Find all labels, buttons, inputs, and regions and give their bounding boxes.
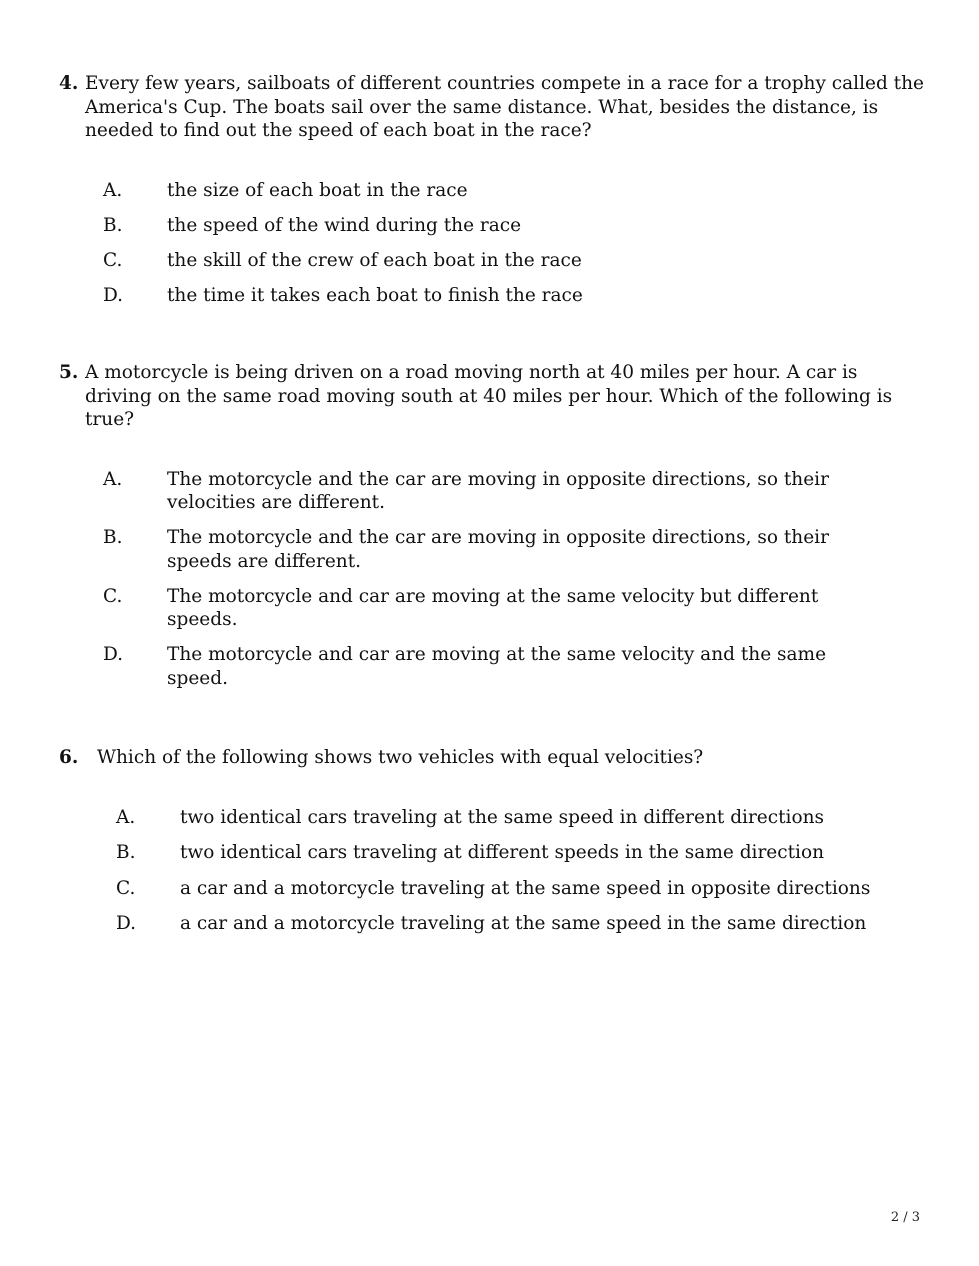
- option-letter: B.: [103, 527, 123, 548]
- option-letter: C.: [116, 877, 136, 899]
- question-number: 4.: [59, 73, 79, 94]
- option-text: the time it takes each boat to finish the race: [167, 284, 583, 306]
- option-text: two identical cars traveling at different speeds in the same direction: [180, 842, 825, 863]
- option-letter: A.: [103, 179, 123, 201]
- question-5-stem: [59, 361, 929, 432]
- option-text: the size of each boat in the race: [167, 179, 468, 201]
- option-letter: A.: [116, 806, 136, 828]
- question-text: Which of the following shows two vehicles with equal velocities?: [97, 747, 704, 768]
- answer-options: [116, 806, 929, 936]
- option-letter: B.: [103, 214, 123, 236]
- question-4-stem: [59, 72, 929, 143]
- option-text: The motorcycle and car are moving at the same velocity and the same speed.: [167, 644, 827, 689]
- option-letter: C.: [103, 585, 123, 607]
- answer-option-a[interactable]: [116, 806, 929, 830]
- option-letter: D.: [103, 644, 124, 665]
- option-letter: C.: [103, 249, 123, 271]
- option-text: two identical cars traveling at the same speed in different directions: [180, 806, 825, 828]
- answer-option-b[interactable]: [116, 841, 929, 865]
- answer-option-b[interactable]: [103, 526, 929, 573]
- question-number: 6.: [59, 747, 79, 768]
- page-number: 2 / 3: [890, 1210, 920, 1225]
- question-text: A motorcycle is being driven on a road moving north at 40 miles per hour. A car is driving on the same road moving south at 40 miles per hour. Which of the following is true?: [85, 362, 893, 430]
- option-text: a car and a motorcycle traveling at the same speed in the same direction: [180, 913, 867, 934]
- option-text: The motorcycle and the car are moving in opposite directions, so their speeds are different.: [167, 527, 829, 572]
- answer-option-d[interactable]: [116, 912, 929, 936]
- option-letter: D.: [116, 913, 137, 934]
- answer-option-a[interactable]: [103, 468, 929, 515]
- answer-options: [103, 468, 929, 691]
- answer-option-c[interactable]: [116, 877, 929, 901]
- option-text: The motorcycle and car are moving at the same velocity but different speeds.: [167, 585, 819, 630]
- answer-options: [103, 179, 929, 308]
- option-text: the speed of the wind during the race: [167, 214, 522, 236]
- question-4: [59, 72, 929, 319]
- option-text: the skill of the crew of each boat in the race: [167, 249, 582, 271]
- answer-option-c[interactable]: [103, 585, 929, 632]
- question-6-stem: [59, 746, 929, 770]
- question-5: [59, 361, 929, 702]
- option-text: The motorcycle and the car are moving in opposite directions, so their velocities are different.: [167, 468, 829, 513]
- question-text: Every few years, sailboats of different countries compete in a race for a trophy called the America's Cup. The boats sail over the same distance. What, besides the distance, is needed to find out the speed of each boat in the race?: [85, 73, 924, 141]
- answer-option-d[interactable]: [103, 284, 929, 308]
- question-number: 5.: [59, 362, 79, 383]
- option-letter: D.: [103, 284, 124, 306]
- option-text: a car and a motorcycle traveling at the same speed in opposite directions: [180, 877, 871, 899]
- answer-option-d[interactable]: [103, 643, 929, 690]
- option-letter: B.: [116, 842, 136, 863]
- answer-option-b[interactable]: [103, 214, 929, 238]
- option-letter: A.: [103, 468, 123, 490]
- answer-option-c[interactable]: [103, 249, 929, 273]
- answer-option-a[interactable]: [103, 179, 929, 203]
- question-6: [59, 746, 929, 948]
